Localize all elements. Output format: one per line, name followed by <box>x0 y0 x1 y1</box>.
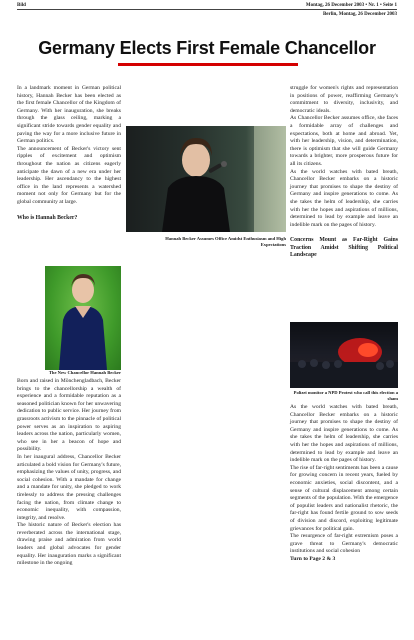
protest-photo <box>290 322 398 388</box>
section-subhead: Who is Hannah Becker? <box>17 214 78 221</box>
article-column-1 <box>17 85 121 228</box>
portrait-illustration <box>45 266 121 370</box>
article-paragraph: struggle for women's rights and representation in positions of power, reaffirming Germany's commitment to diversity, inclusivity, and democratic ideals. <box>290 85 398 114</box>
masthead <box>17 3 397 27</box>
issue-info: Montag, 26 December 2003 • Nr. 1 • Seite 1 <box>305 3 397 8</box>
protest-illustration <box>290 322 398 388</box>
article-paragraph: As the world watches with bated breath, Chancellor Becker embarks on a historic journey that promises to shape the destiny of Germany and inspire generations to come. As she takes the helm of leadership, she carries with her the hopes and aspirations of millions, determined to lead by example and leave an indelible mark on the pages of history. <box>290 168 398 228</box>
headline: Germany Elects First Female Chancellor <box>38 38 376 58</box>
article-column-3 <box>290 85 398 266</box>
main-photo-caption: Hannah Becker Assumes Office Amidst Enthusiasm and High Expectations <box>165 236 286 247</box>
protest-photo-caption: Polizei monitor a NPD Protest who call this election a sham <box>293 390 398 401</box>
turn-page-link[interactable]: Turn to Page 2 & 3 <box>290 555 336 562</box>
portrait-caption: The New Chancellor Hannah Becker <box>48 370 121 375</box>
article-paragraph: The rise of far-right sentiments has been a cause for growing concern in recent years, fueled by economic anxieties, social discontent, and a sense of cultural displacement among certain segments of the population. With the emergence of populist leaders and nationalist rhetoric, the far-right has found fertile ground to sow seeds of division and discord, exploiting legitimate grievances for political gain. <box>290 464 398 532</box>
main-photo-illustration <box>126 126 286 232</box>
article-paragraph: Born and raised in Mönchengladbach, Becker brings to the chancellorship a wealth of experience and a formidable reputation as a seasoned politician known for her unwavering dedication to public service. Her journey from grassroots activism to the pinnacle of political power serves as an inspiration to aspiring leaders across the nation, particularly women, who see in her a beacon of hope and possibility. <box>17 378 121 453</box>
headline-rule <box>118 63 298 66</box>
article-column-1-lower <box>17 370 121 568</box>
chancellor-portrait-photo <box>45 266 121 370</box>
article-column-3-lower <box>290 404 398 563</box>
article-paragraph: As the world watches with bated breath, Chancellor Becker embarks on a historic journey that promises to shape the destiny of Germany and inspire generations to come. As she takes the helm of leadership, she carries with her the hopes and aspirations of millions, determined to lead by example and leave an indelible mark on the pages of history. <box>290 404 398 464</box>
dateline: Berlin, Montag, 26 December 2003 <box>322 12 397 17</box>
article-paragraph: In her inaugural address, Chancellor Becker articulated a bold vision for Germany's future, emphasizing the values of unity, progress, and social cohesion. With a mandate for change and a mandate for unity, she pledged to work tirelessly to address the pressing challenges facing the nation, from climate change to economic inequality, with compassion, integrity, and resolve. <box>17 453 121 521</box>
newspaper-brand: Bild <box>17 3 26 8</box>
article-paragraph: The historic nature of Becker's election has reverberated across the international stage, drawing praise and admiration from world leaders and global advocates for gender equality. Her inauguration marks a significant milestone in the ongoing <box>17 522 121 567</box>
section-subhead: Concerns Mount as Far-Right Gains Traction Amidst Shifting Political Landscape <box>290 237 398 259</box>
main-photo <box>126 126 286 232</box>
article-paragraph: In a landmark moment in German political history, Hannah Becker has been elected as the first female Chancellor of the Kingdom of Germany. With her inauguration, she breaks through the glass ceiling, marking a significant stride towards gender equality and paving the way for a more inclusive future in German politics. <box>17 85 121 145</box>
article-paragraph: As Chancellor Becker assumes office, she faces a formidable array of challenges and expectations, both at home and abroad. Yet, with her leadership, vision, and determination, there is optimism that she will guide Germany towards a brighter, more prosperous future for all its citizens. <box>290 115 398 167</box>
article-paragraph: The announcement of Becker's victory sent ripples of excitement and optimism throughout the nation as citizens eagerly anticipate the dawn of a new era under her leadership. Her ascendancy to the highest office in the land represents a watershed moment not only for Germany but for the global community at large. <box>17 145 121 205</box>
article-paragraph: The resurgence of far-right extremism poses a grave threat to Germany's democratic institutions and social cohesion <box>290 533 398 555</box>
